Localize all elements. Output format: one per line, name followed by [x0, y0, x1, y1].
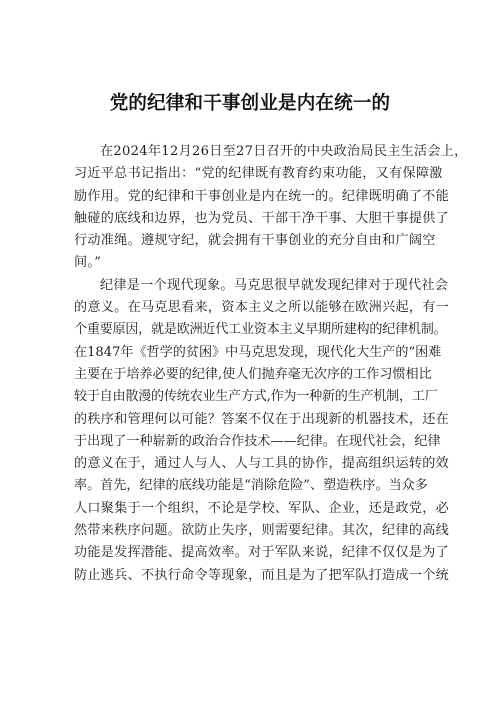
paragraph-line: 间。”: [74, 255, 102, 271]
paragraph-line: 的意义在于，通过人与人、人与工具的协作，提高组织运转的效: [74, 456, 450, 472]
paragraph-line: 较于自由散漫的传统农业生产方式,作为一种新的生产机制，工厂: [74, 389, 438, 405]
paragraph-line: 在2024年12月26日至27日召开的中央政治局民主生活会上，: [100, 144, 468, 159]
paragraph-line: 在1847年《哲学的贫困》中马克思发现，现代化大生产的“困难: [74, 344, 442, 360]
article-body: [74, 141, 468, 587]
paragraph-line: 的意义。在马克思看来，资本主义之所以能够在欧洲兴起，有一: [74, 300, 450, 316]
paragraph-line: 主要在于培养必要的纪律,使人们抛弃毫无次序的工作习惯相比: [74, 366, 432, 382]
paragraph-line: 功能是发挥潜能、提高效率。对于军队来说，纪律不仅仅是为了: [74, 545, 450, 561]
paragraph-line: 行动准绳。遵规守纪，就会拥有干事创业的充分自由和广阔空: [74, 233, 436, 249]
paragraph-line: 然带来秩序问题。欲防止失序，则需要纪律。其次，纪律的高线: [74, 523, 450, 539]
paragraph-line: 励作用。党的纪律和干事创业是内在统一的。纪律既明确了不能: [74, 188, 450, 204]
paragraph-line: 习近平总书记指出：“党的纪律既有教育约束功能，又有保障激: [74, 166, 443, 182]
paragraph-line: 防止逃兵、不执行命令等现象，而且是为了把军队打造成一个统: [74, 567, 450, 583]
paragraph-line: 的秩序和管理何以可能？答案不仅在于出现新的机器技术，还在: [74, 411, 450, 427]
paragraph-line: 个重要原因，就是欧洲近代工业资本主义早期所建构的纪律机制。: [74, 322, 447, 338]
paragraph-line: 率。首先，纪律的底线功能是“消除危险”、塑造秩序。当众多: [74, 478, 428, 494]
paragraph-line: 人口聚集于一个组织，不论是学校、军队、企业，还是政党，必: [74, 500, 450, 516]
paragraph-line: 纪律是一个现代现象。马克思很早就发现纪律对于现代社会: [100, 277, 449, 293]
paragraph-line: 于出现了一种崭新的政治合作技术——纪律。在现代社会，纪律: [74, 433, 441, 449]
paragraph-line: 触碰的底线和边界，也为党员、干部干净干事、大胆干事提供了: [74, 210, 450, 226]
document-title: 党的纪律和干事创业是内在统一的: [109, 93, 391, 114]
